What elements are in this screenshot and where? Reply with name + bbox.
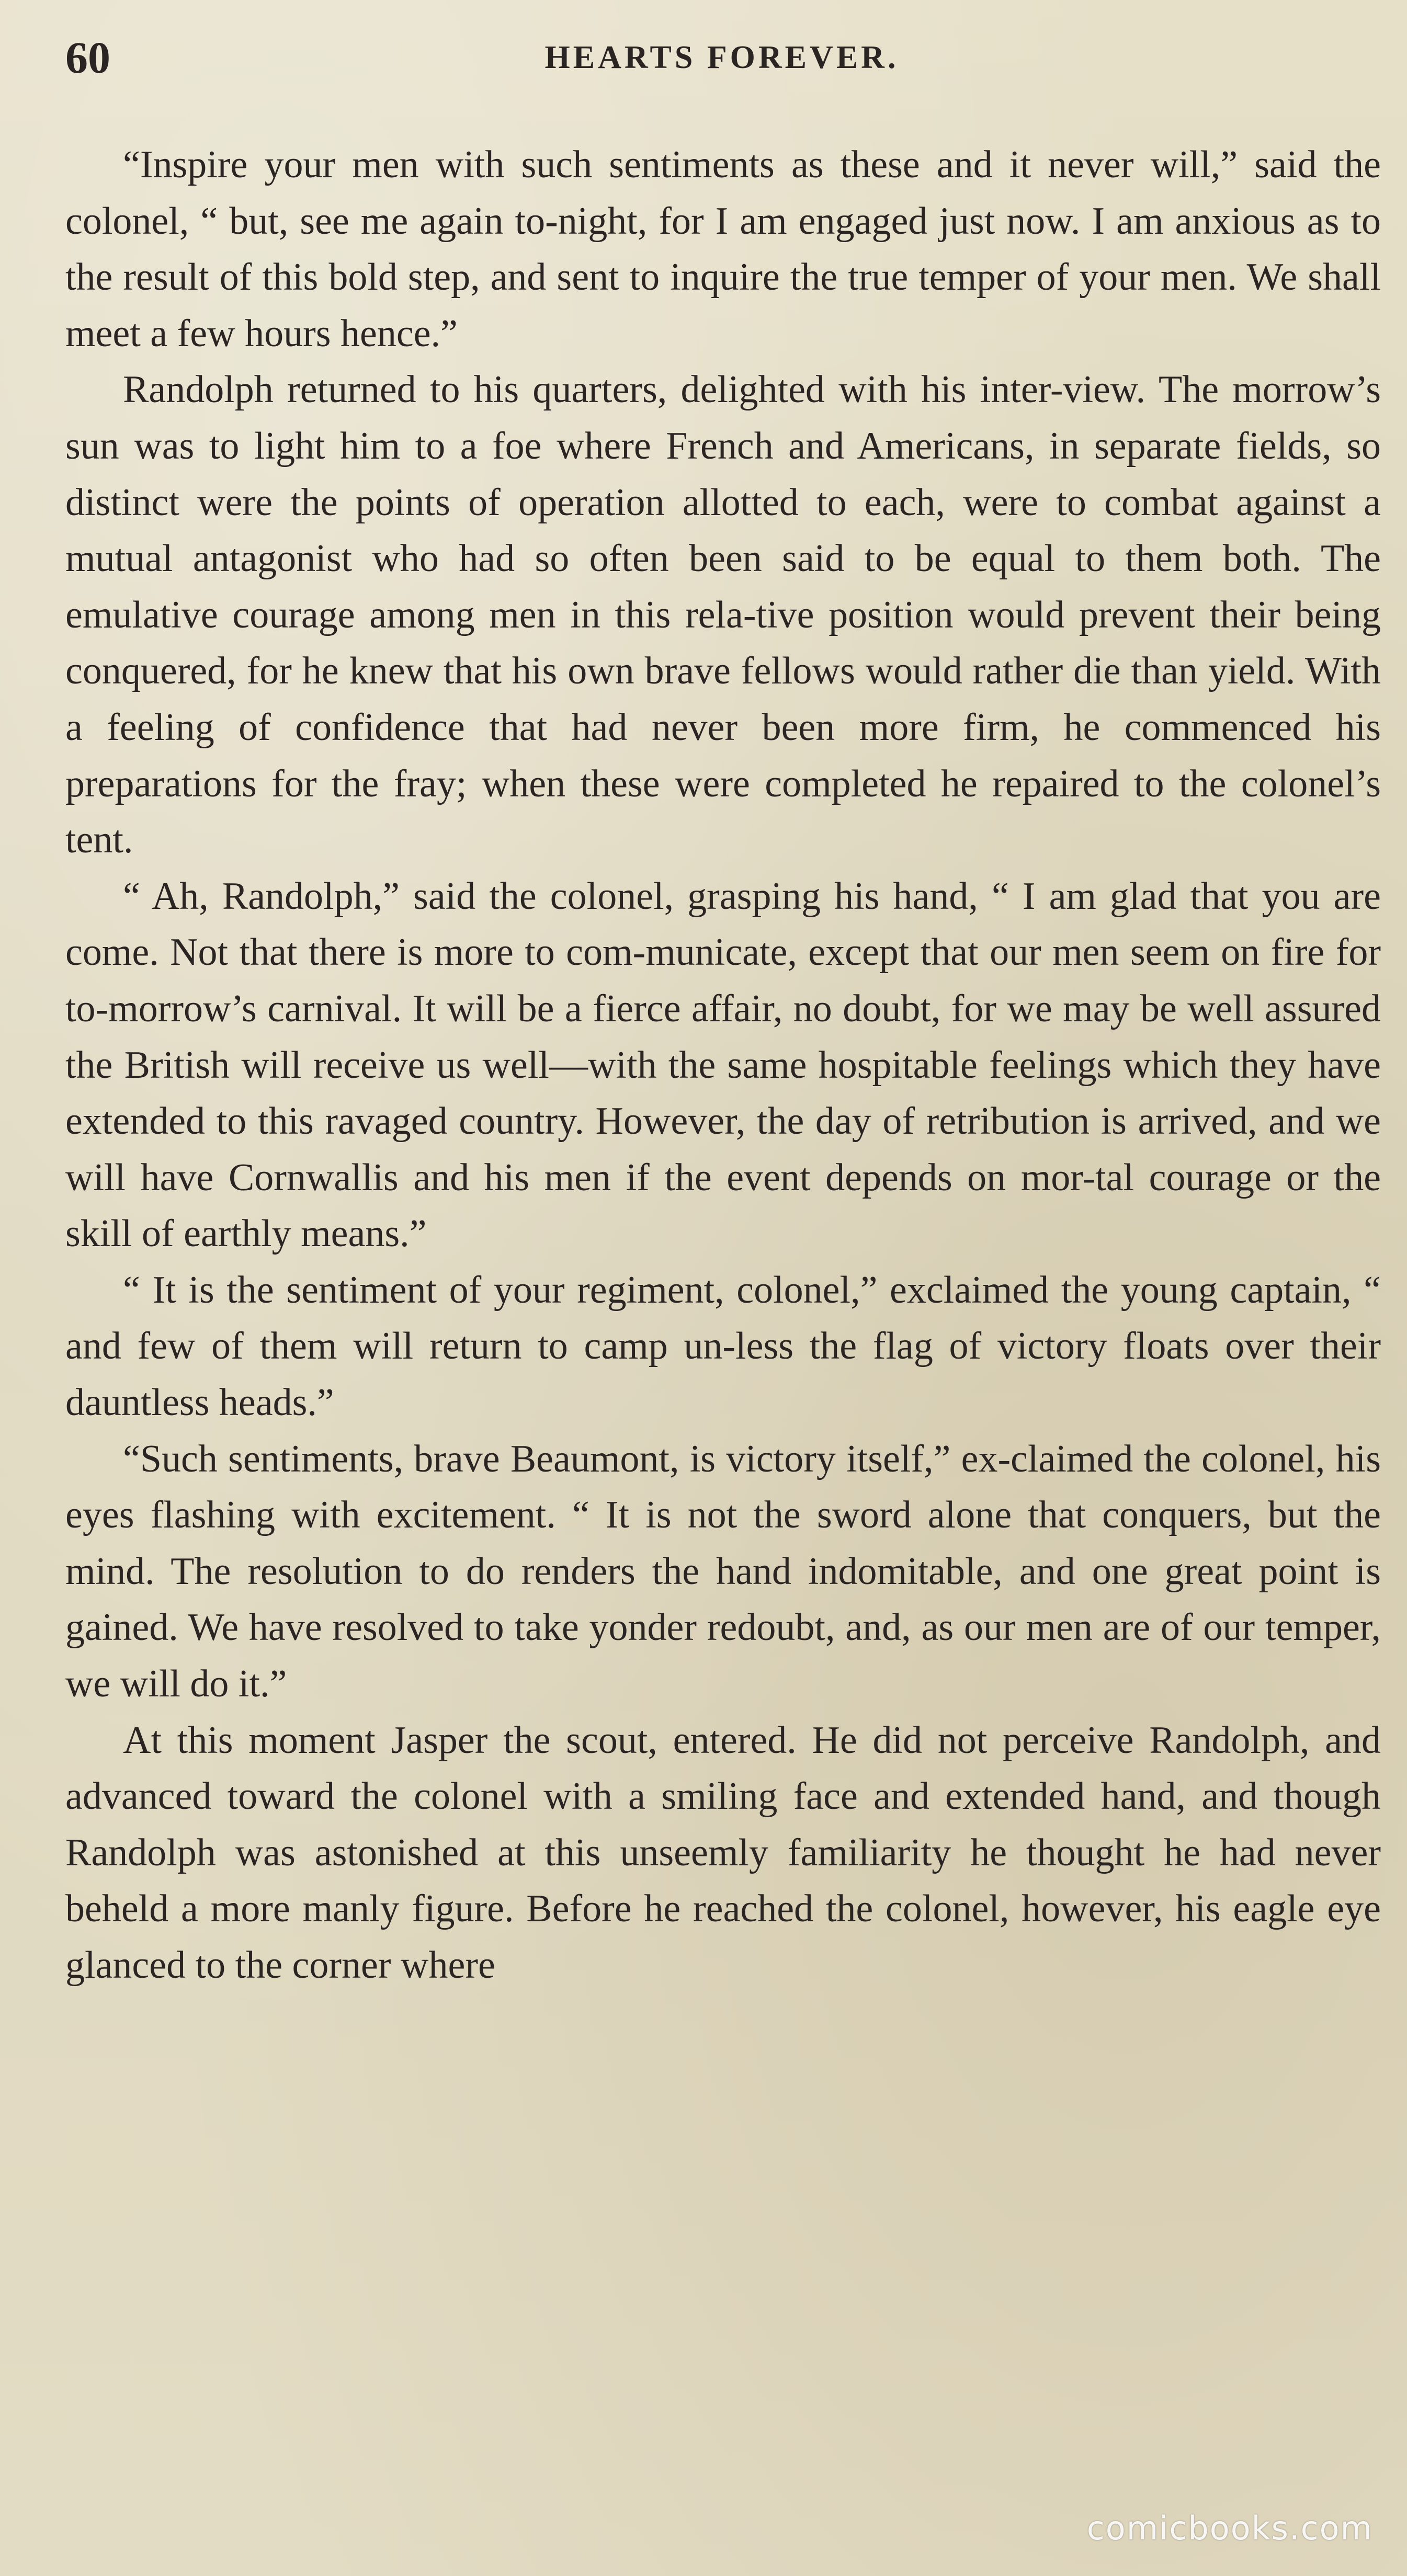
watermark: comicbooks.com: [1086, 2509, 1373, 2547]
paragraph-3: “ Ah, Randolph,” said the colonel, grasping his hand, “ I am glad that you are come. Not that there is more to com-municate, except that our men seem on fire for to-morrow’s carnival. It will be a fierce affair, no doubt, for we may be well assured the British will receive us well—with the same hospitable feelings which they have extended to this ravaged country. However, the day of retribution is arrived, and we will have Cornwallis and his men if the event depends on mor-tal courage or the skill of earthly means.”: [65, 874, 1381, 1256]
paragraph-4: “ It is the sentiment of your regiment, colonel,” exclaimed the young captain, “ and few of them will return to camp un-less the flag of victory floats over their dauntless heads.”: [65, 1268, 1381, 1424]
paragraph-1: “Inspire your men with such sentiments as these and it never will,” said the colonel, “ but, see me again to-night, for I am engaged just now. I am anxious as to the result of this bold step, and sent to inquire the true temper of your men. We shall meet a few hours hence.”: [65, 143, 1381, 355]
body-text: [65, 137, 1381, 1994]
page-number: 60: [65, 32, 110, 83]
paragraph-6: At this moment Jasper the scout, entered. He did not perceive Randolph, and advanced toward the colonel with a smiling face and extended hand, and though Randolph was astonished at this unseemly familiarity he thought he had never beheld a more manly figure. Before he reached the colonel, however, his eagle eye glanced to the corner where: [65, 1718, 1381, 1987]
running-title: HEARTS FOREVER.: [544, 40, 899, 75]
page-header: [65, 29, 1378, 86]
paragraph-2: Randolph returned to his quarters, delighted with his inter-view. The morrow’s sun was to light him to a foe where French and Americans, in separate fields, so distinct were the points of operation allotted to each, were to combat against a mutual antagonist who had so often been said to be equal to them both. The emulative courage among men in this rela-tive position would prevent their being conquered, for he knew that his own brave fellows would rather die than yield. With a feeling of confidence that had never been more firm, he commenced his preparations for the fray; when these were completed he repaired to the colonel’s tent.: [65, 368, 1381, 862]
paragraph-5: “Such sentiments, brave Beaumont, is victory itself,” ex-claimed the colonel, his eyes flashing with excitement. “ It is not the sword alone that conquers, but the mind. The resolution to do renders the hand indomitable, and one great point is gained. We have resolved to take yonder redoubt, and, as our men are of our temper, we will do it.”: [65, 1437, 1381, 1706]
